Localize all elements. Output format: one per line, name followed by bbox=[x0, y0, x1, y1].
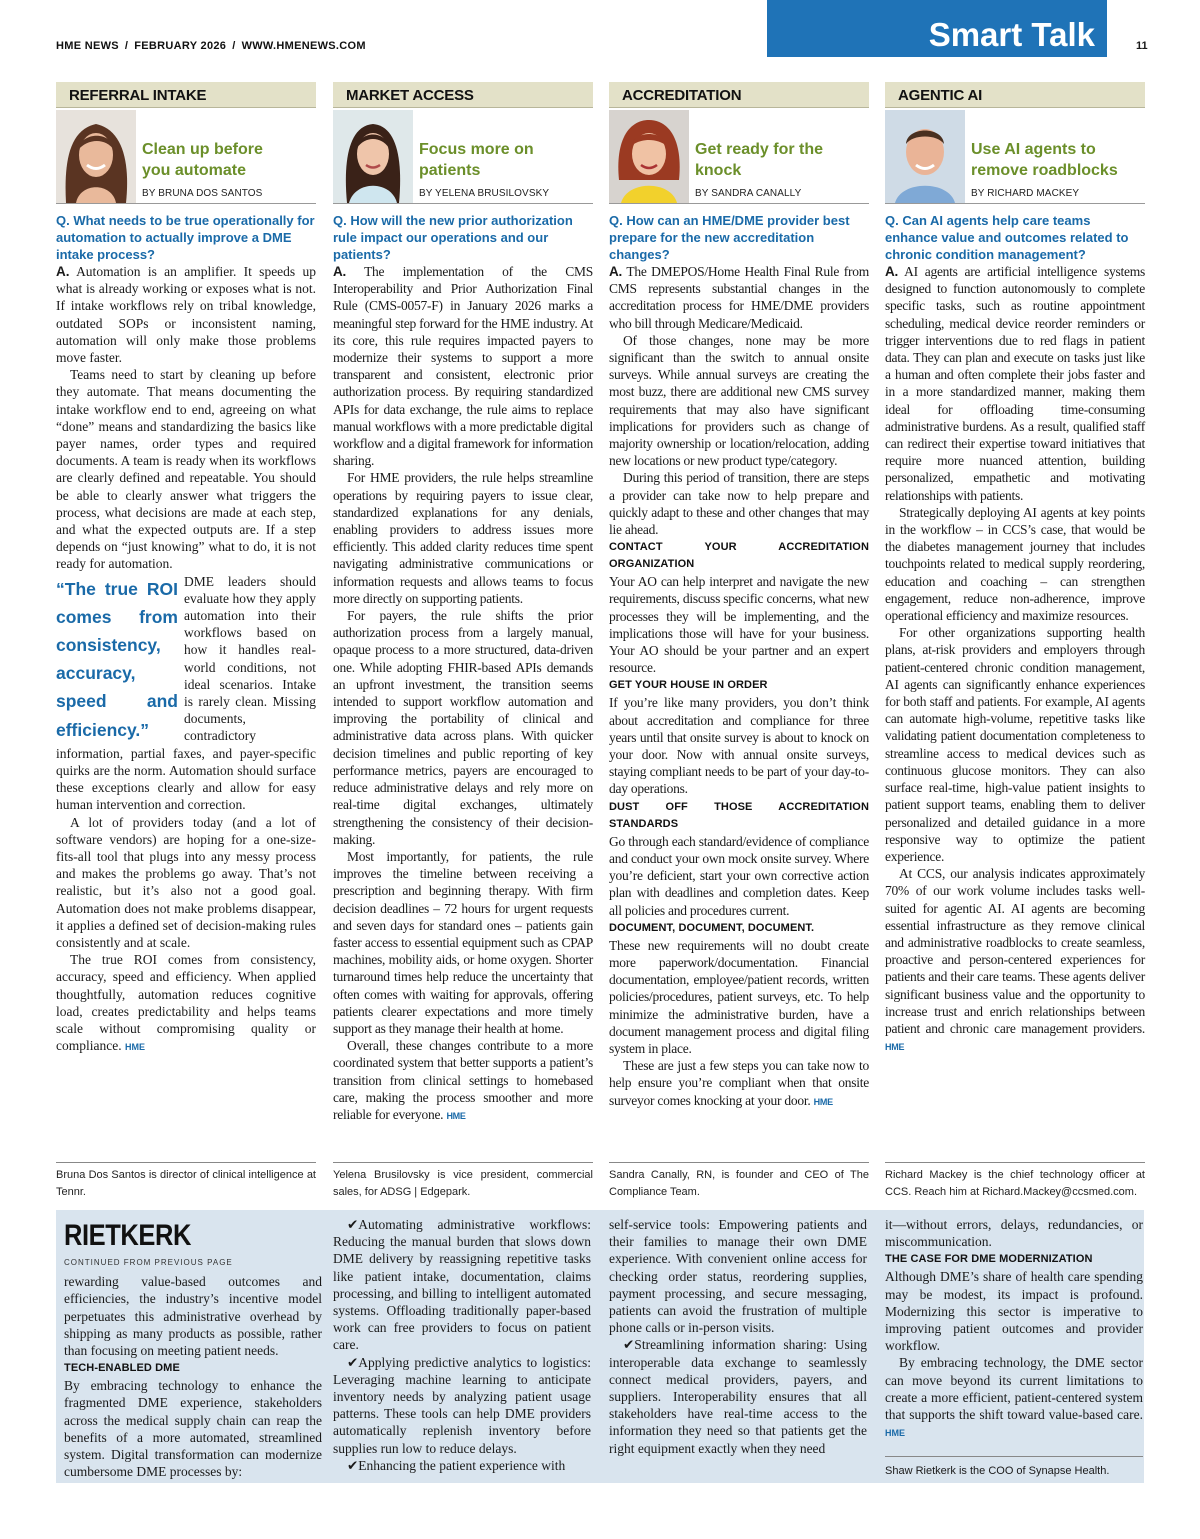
question: Q. How will the new prior authorization rule impact our operations and our patients? bbox=[333, 213, 573, 262]
author-photo bbox=[333, 110, 413, 203]
article-agentic-ai bbox=[885, 82, 1145, 1056]
category-label: REFERRAL INTAKE bbox=[56, 82, 316, 108]
byline: BY YELENA BRUSILOVSKY bbox=[419, 188, 550, 199]
answer-label: A. bbox=[333, 264, 346, 279]
end-mark: HME bbox=[446, 1110, 466, 1121]
paragraph: By embracing technology, the DME sector can move beyond its current limitations to create a more efficient, patient-centered system that supports the shift toward value-based care. HME bbox=[885, 1355, 1143, 1439]
paragraph: At CCS, our analysis indicates approximately 70% of our work volume includes tasks well-suited for agentic AI. AI agents are becoming essential infrastructure as they remove clinical and administrative roadblocks to create seamless, proactive and person-centered experiences for patients and their care teams. These agents deliver significant business value and the opportunity to increase trust and enrich relationships between patient and chronic care management providers. HME bbox=[885, 866, 1145, 1053]
paragraph: ✔Applying predictive analytics to logistics: Leveraging machine learning to anticipate inventory needs by analyzing patient usage patterns. These tools can help DME providers automatically replenish inventory before supplies run low to reduce delays. bbox=[333, 1354, 591, 1456]
issue-date: FEBRUARY 2026 bbox=[134, 40, 227, 52]
section-subhead: THE CASE FOR DME MODERNIZATION bbox=[885, 1253, 1093, 1266]
headline: Clean up before you automate bbox=[142, 141, 263, 179]
end-mark: HME bbox=[885, 1428, 905, 1439]
answer-text: The implementation of the CMS Interoperability and Prior Authorization Final Rule (CMS-0057-F) in January 2026 marks a meaningful step forward for the HME industry. At its core, this rule requires impacted payers to modernize their systems to support a more transparent and consistent, electronic prior authorization process. By requiring standardized APIs for data exchange, the rule aims to replace manual workflows with a more predictable digital workflow and a digital framework for information sharing. bbox=[333, 264, 593, 469]
category-label: AGENTIC AI bbox=[885, 82, 1145, 108]
paragraph: Although DME’s share of health care spending may be modest, its impact is profound. Modernizing this sector is imperative to improving patient outcomes and provider workflow. bbox=[885, 1269, 1143, 1354]
paragraph: Most importantly, for patients, the rule improves the timeline between receiving a prescription and beginning therapy. With firm decision deadlines – 72 hours for urgent requests and seven days for standard ones – patients gain faster access to essential equipment such as CPAP machines, mobility aids, or home oxygen. Shorter turnaround times help reduce the uncertainty that often comes with waiting for approvals, offering patients clearer expectations and more timely support as they manage their health at home. bbox=[333, 848, 593, 1036]
article-body bbox=[885, 263, 1145, 1056]
article-body bbox=[56, 263, 316, 1056]
website-link[interactable]: WWW.HMENEWS.COM bbox=[241, 40, 366, 52]
paragraph: By embracing technology to enhance the fragmented DME experience, stakeholders across the medical supply chain can reap the benefits of a more automated, streamlined system. Digital transformation can modernize cumbersome DME processes by: bbox=[64, 1378, 322, 1480]
byline: BY RICHARD MACKEY bbox=[971, 188, 1080, 199]
paragraph: Of those changes, none may be more significant than the switch to annual onsite surveys. While annual surveys are creating the most buzz, there are additional new CMS survey requirements that may also have significant implications for providers such as change of majority ownership or location/relocation, adding new locations or new product type/category. bbox=[609, 332, 869, 469]
section-subhead: DOCUMENT, DOCUMENT, DOCUMENT. bbox=[609, 921, 815, 934]
publication-name: HME NEWS bbox=[56, 40, 119, 52]
paragraph: Strategically deploying AI agents at key points in the workflow – in CCS’s case, that would be the diabetes management journey that includes touchpoints related to medical supply reordering, education and coaching – can strengthen engagement, reduce non-adherence, improve operational efficiency and maximize resources. bbox=[885, 504, 1145, 624]
category-label: MARKET ACCESS bbox=[333, 82, 593, 108]
answer-text: Automation is an amplifier. It speeds up what is already working or exposes what is not. If intake workflows rely on tribal knowledge, outdated SOPs or inconsistent naming, automation will only make those problems move faster. bbox=[56, 264, 316, 366]
article-header bbox=[609, 108, 869, 204]
article-body bbox=[609, 263, 869, 1111]
article-accreditation bbox=[609, 82, 869, 1111]
end-mark: HME bbox=[885, 1042, 905, 1053]
end-mark: HME bbox=[124, 1042, 145, 1053]
paragraph: rewarding value-based outcomes and efficiencies, the industry’s incentive model perpetuates this administrative overhead by shipping as many products as possible, rather than focusing on meeting patient needs. bbox=[64, 1274, 322, 1359]
headline: Get ready for the knock bbox=[695, 141, 824, 179]
answer-label: A. bbox=[56, 264, 70, 279]
section-title: RIETKERK bbox=[64, 1219, 191, 1252]
masthead: HME NEWS / FEBRUARY 2026 / WWW.HMENEWS.COM bbox=[56, 40, 366, 52]
section-subhead: GET YOUR HOUSE IN ORDER bbox=[609, 679, 768, 692]
byline: BY BRUNA DOS SANTOS bbox=[142, 188, 263, 199]
paragraph: These are just a few steps you can take now to help ensure you’re compliant when that onsite surveyor comes knocking at your door. HME bbox=[609, 1058, 869, 1108]
page-number: 11 bbox=[1136, 40, 1148, 52]
article-referral-intake bbox=[56, 82, 316, 1056]
rietkerk-column-2 bbox=[333, 1216, 591, 1474]
paragraph: ✔Automating administrative workflows: Reducing the manual burden that slows down DME delivery by reassigning repetitive tasks like patient intake, documentation, claims processing, and billing to intelligent automated systems. Offloading traditionally paper-based work can free providers to focus on patient care. bbox=[333, 1217, 591, 1353]
paragraph: For HME providers, the rule helps streamline operations by requiring payers to issue clear, standardized explanations for any denials, enabling providers to address issues more efficiently. This added clarity reduces time spent navigating administrative communications or information requests and allows teams to focus more directly on supporting patients. bbox=[333, 470, 593, 606]
author-bio: Sandra Canally, RN, is founder and CEO of The Compliance Team. bbox=[609, 1162, 869, 1201]
author-bio: Shaw Rietkerk is the COO of Synapse Health. bbox=[885, 1456, 1143, 1480]
headline: Use AI agents to remove roadblocks bbox=[971, 141, 1118, 179]
paragraph: Your AO can help interpret and navigate the new requirements, discuss specific concerns, what new processes they will be implementing, and the implications those will have for your business. Your AO should be your partner and an expert resource. bbox=[609, 574, 869, 676]
answer-text: The DMEPOS/Home Health Final Rule from CMS represents substantial changes in the accreditation process for HME/DME providers who bill through Medicare/Medicaid. bbox=[609, 264, 869, 331]
paragraph: DME leaders should evaluate how they apply automation into their workflows based on how it handles real-world conditions, not ideal scenarios. Intake is rarely clean. Missing documents, contradictory information, partial faxes, and payer-specific quirks are the norm. Automation should surface these exceptions clearly and allow for easy human intervention and correction. bbox=[56, 573, 316, 813]
paragraph: it—without errors, delays, redundancies, or miscommunication. bbox=[885, 1217, 1143, 1250]
author-bio: Richard Mackey is the chief technology officer at CCS. Reach him at Richard.Mackey@ccsmed.com. bbox=[885, 1162, 1145, 1201]
paragraph: self-service tools: Empowering patients and their families to manage their own DME experience. With convenient online access for checking order status, reordering supplies, payment processing, and secure messaging, patients can avoid the frustration of multiple phone calls or in-person visits. bbox=[609, 1217, 867, 1336]
paragraph: The true ROI comes from consistency, accuracy, speed and efficiency. When applied thoughtfully, automation reduces cognitive load, creates predictability and helps teams scale without compromising quality or compliance. HME bbox=[56, 952, 316, 1054]
continued-label: CONTINUED FROM PREVIOUS PAGE bbox=[64, 1258, 233, 1267]
answer-label: A. bbox=[885, 264, 898, 279]
paragraph: For other organizations supporting health plans, at-risk providers and employers through patient-centered chronic condition management, AI agents can significantly enhance experiences for both staff and patients. For example, AI agents can automate high-volume, repetitive tasks like validating patient documentation completeness to streamline access to medical devices such as continuous glucose monitors. They can also surface real-time, high-value patient insights to patient support teams, enabling them to deliver personalized and detailed guidance in a more responsive way to optimize the patient experience. bbox=[885, 625, 1145, 864]
author-photo bbox=[609, 110, 689, 203]
paragraph: ✔Streamlining information sharing: Using interoperable data exchange to seamlessly connect medical providers, payers, and suppliers. Interoperability ensures that all stakeholders have real-time access to the information they need so that patients get the right equipment exactly when they need bbox=[609, 1337, 867, 1456]
article-header bbox=[56, 108, 316, 204]
paragraph: If you’re like many providers, you don’t think about accreditation and compliance for three years until that onsite survey is about to knock on your door. Now with annual onsite surveys, staying compliant needs to be part of your day-to-day operations. bbox=[609, 695, 869, 797]
paragraph: Go through each standard/evidence of compliance and conduct your own mock onsite survey. Where you’re deficient, start your own corrective action plan with deadlines and completion dates. Keep all policies and procedures current. bbox=[609, 833, 869, 918]
article-body bbox=[333, 263, 593, 1125]
author-bio: Yelena Brusilovsky is vice president, commercial sales, for ADSG | Edgepark. bbox=[333, 1162, 593, 1201]
article-header bbox=[333, 108, 593, 204]
paragraph: ✔Enhancing the patient experience with bbox=[347, 1457, 566, 1473]
article-market-access bbox=[333, 82, 593, 1125]
paragraph: Overall, these changes contribute to a more coordinated system that better supports a patient’s transition from clinical settings to homebased care, making the process smoother and more reliable for everyone. HME bbox=[333, 1038, 593, 1122]
question: Q. How can an HME/DME provider best prepare for the new accreditation changes? bbox=[609, 213, 850, 262]
author-photo bbox=[56, 110, 136, 203]
end-mark: HME bbox=[813, 1096, 833, 1107]
paragraph: During this period of transition, there are steps a provider can take now to help prepare and quickly adapt to these and other changes that may lie ahead. bbox=[609, 470, 869, 538]
rietkerk-column-1 bbox=[64, 1216, 322, 1480]
pull-quote: “The true ROI comes from consistency, accuracy, speed and efficiency.” bbox=[56, 578, 178, 740]
section-subhead: CONTACT YOUR ACCREDITATION ORGANIZATION bbox=[609, 541, 869, 571]
author-photo bbox=[885, 110, 965, 203]
section-subhead: TECH-ENABLED DME bbox=[64, 1362, 180, 1375]
paragraph: Teams need to start by cleaning up before they automate. That means documenting the intake workflow end to end, agreeing on what “done” means and standardizing the basics like payer names, order types and required documents. A team is ready when its workflows are clearly defined and repeatable. You should be able to clearly answer what triggers the process, what decisions are made at each step, and what the expected outputs are. If a step depends on “just knowing” what to do, it is not ready for automation. bbox=[56, 367, 316, 572]
question: Q. Can AI agents help care teams enhance value and outcomes related to chronic condition management? bbox=[885, 213, 1129, 262]
rietkerk-column-3 bbox=[609, 1216, 867, 1457]
paragraph: For payers, the rule shifts the prior authorization process from a largely manual, opaque process to a more structured, data-driven one. While adopting FHIR-based APIs demands an upfront investment, the transition seems intended to support workflow automation and improving the portability of clinical and administrative data across plans. With quicker decision timelines and public reporting of key performance metrics, payers are encouraged to reduce administrative delays and rely more on real-time digital exchanges, ultimately strengthening the consistency of their decision-making. bbox=[333, 608, 593, 847]
answer-text: AI agents are artificial intelligence systems designed to function autonomously to complete specific tasks, such as routine appointment scheduling, medical device reorder reminders or trigger interventions due to red flags in patient data. They can plan and execute on tasks just like a human and often complete their jobs faster and in a more standardized manner, making them ideal for offloading time-consuming administrative burdens. As a result, qualified staff can redirect their expertise toward initiatives that require more nuanced attention, building personalized, empathetic and motivating relationships with patients. bbox=[885, 264, 1145, 503]
paragraph: These new requirements will no doubt create more paperwork/documentation. Financial documentation, employee/patient records, written policies/procedures, patient surveys, etc. To help minimize the administrative burden, have a document management process and digital filing system in place. bbox=[609, 937, 869, 1056]
headline: Focus more on patients bbox=[419, 141, 534, 179]
question: Q. What needs to be true operationally for automation to actually improve a DME intake process? bbox=[56, 213, 315, 262]
article-header bbox=[885, 108, 1145, 204]
section-banner: Smart Talk bbox=[767, 0, 1107, 57]
author-bio: Bruna Dos Santos is director of clinical intelligence at Tennr. bbox=[56, 1162, 316, 1201]
rietkerk-continuation bbox=[56, 1210, 1144, 1483]
category-label: ACCREDITATION bbox=[609, 82, 869, 108]
answer-label: A. bbox=[609, 264, 622, 279]
paragraph: A lot of providers today (and a lot of software vendors) are hoping for a one-size-fits-all tool that plugs into any messy process and makes the problems go away. That’s not realistic, but it’s also not a good goal. Automation does not make problems disappear, it applies a defined set of decision-making rules consistently and at scale. bbox=[56, 814, 316, 950]
rietkerk-column-4 bbox=[885, 1216, 1143, 1481]
section-subhead: DUST OFF THOSE ACCREDITATION STANDARDS bbox=[609, 800, 869, 830]
byline: BY SANDRA CANALLY bbox=[695, 188, 802, 199]
